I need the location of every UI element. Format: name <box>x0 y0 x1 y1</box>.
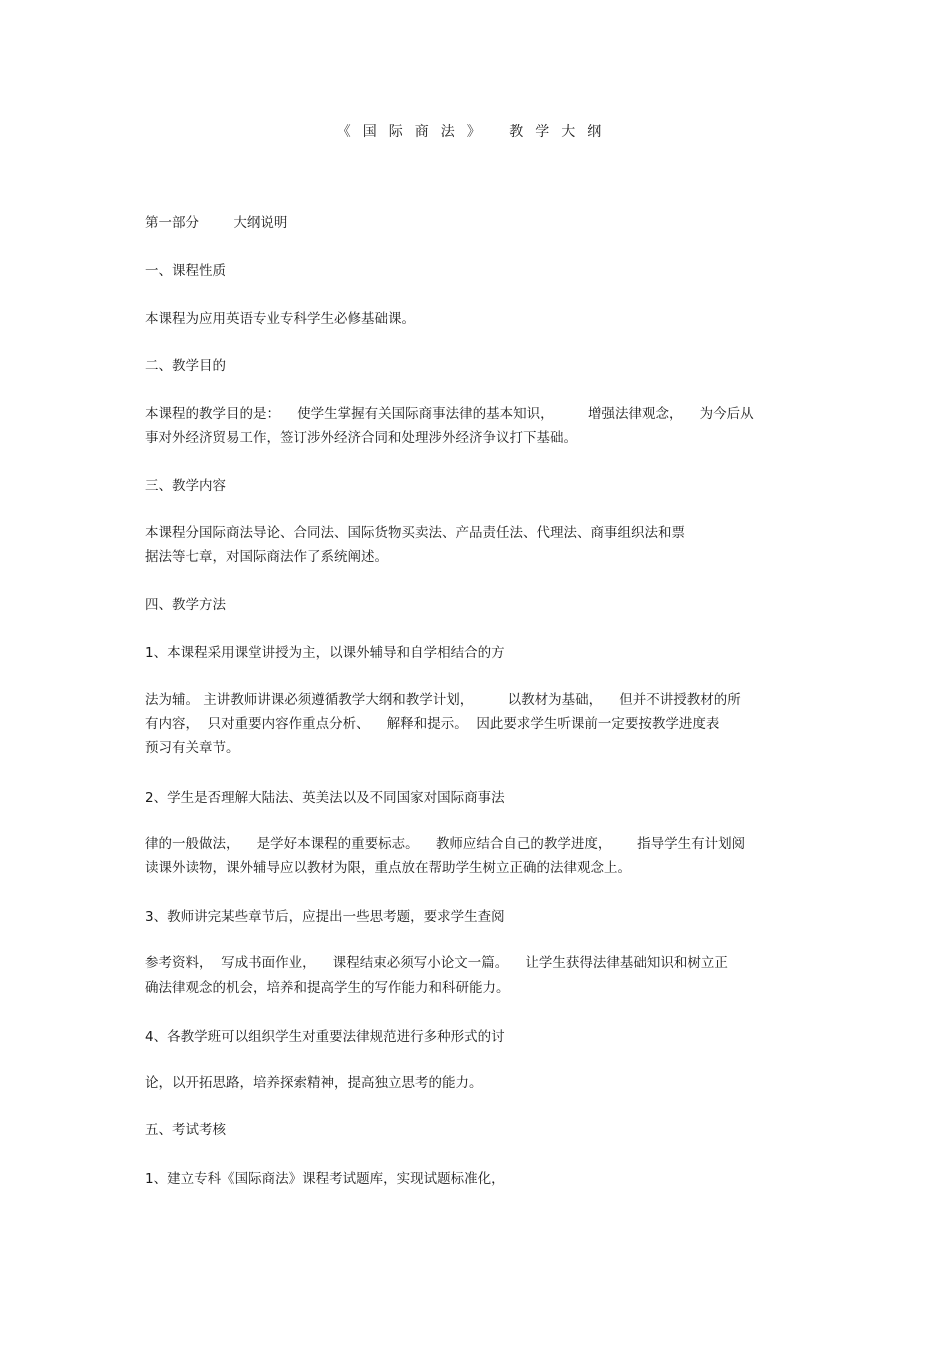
paragraph-line: 确法律观念的机会，培养和提高学生的写作能力和科研能力。 <box>145 980 510 996</box>
paragraph-line: 有内容， 只对重要内容作重点分析、 解释和提示。 因此要求学生听课前一定要按教学进度表 <box>145 716 720 732</box>
list-item: 3、教师讲完某些章节后，应提出一些思考题，要求学生查阅 <box>145 909 505 925</box>
paragraph-line: 读课外读物，课外辅导应以教材为限，重点放在帮助学生树立正确的法律观念上。 <box>145 860 631 876</box>
paragraph-line: 法为辅。 主讲教师讲课必须遵循教学大纲和教学计划， 以教材为基础， 但并不讲授教材的所 <box>145 692 741 708</box>
section-heading-content: 三、教学内容 <box>145 478 226 494</box>
list-item: 1、建立专科《国际商法》课程考试题库，实现试题标准化， <box>145 1171 505 1187</box>
part-heading: 第一部分 大纲说明 <box>145 215 288 231</box>
document-title: 《国际商法》 教学大纲 <box>336 124 614 140</box>
list-item: 4、各教学班可以组织学生对重要法律规范进行多种形式的讨 <box>145 1029 505 1045</box>
paragraph-line: 本课程的教学目的是： 使学生掌握有关国际商事法律的基本知识， 增强法律观念， 为今后从 <box>145 406 754 422</box>
paragraph-line: 参考资料， 写成书面作业， 课程结束必须写小论文一篇。 让学生获得法律基础知识和树立正 <box>145 955 728 971</box>
paragraph-line: 律的一般做法， 是学好本课程的重要标志。 教师应结合自己的教学进度， 指导学生有计划阅 <box>145 836 746 852</box>
section-heading-exam: 五、考试考核 <box>145 1122 226 1138</box>
section-heading-purpose: 二、教学目的 <box>145 358 226 374</box>
paragraph-line: 论，以开拓思路，培养探索精神，提高独立思考的能力。 <box>145 1075 483 1091</box>
list-item: 1、本课程采用课堂讲授为主，以课外辅导和自学相结合的方 <box>145 645 505 661</box>
paragraph-line: 预习有关章节。 <box>145 740 240 756</box>
paragraph-line: 事对外经济贸易工作，签订涉外经济合同和处理涉外经济争议打下基础。 <box>145 430 577 446</box>
paragraph-line: 本课程为应用英语专业专科学生必修基础课。 <box>145 311 415 327</box>
section-heading-method: 四、教学方法 <box>145 597 226 613</box>
paragraph-line: 本课程分国际商法导论、合同法、国际货物买卖法、产品责任法、代理法、商事组织法和票 <box>145 525 685 541</box>
paragraph-line: 据法等七章，对国际商法作了系统阐述。 <box>145 549 388 565</box>
list-item: 2、学生是否理解大陆法、英美法以及不同国家对国际商事法 <box>145 790 505 806</box>
section-heading-nature: 一、课程性质 <box>145 263 226 279</box>
